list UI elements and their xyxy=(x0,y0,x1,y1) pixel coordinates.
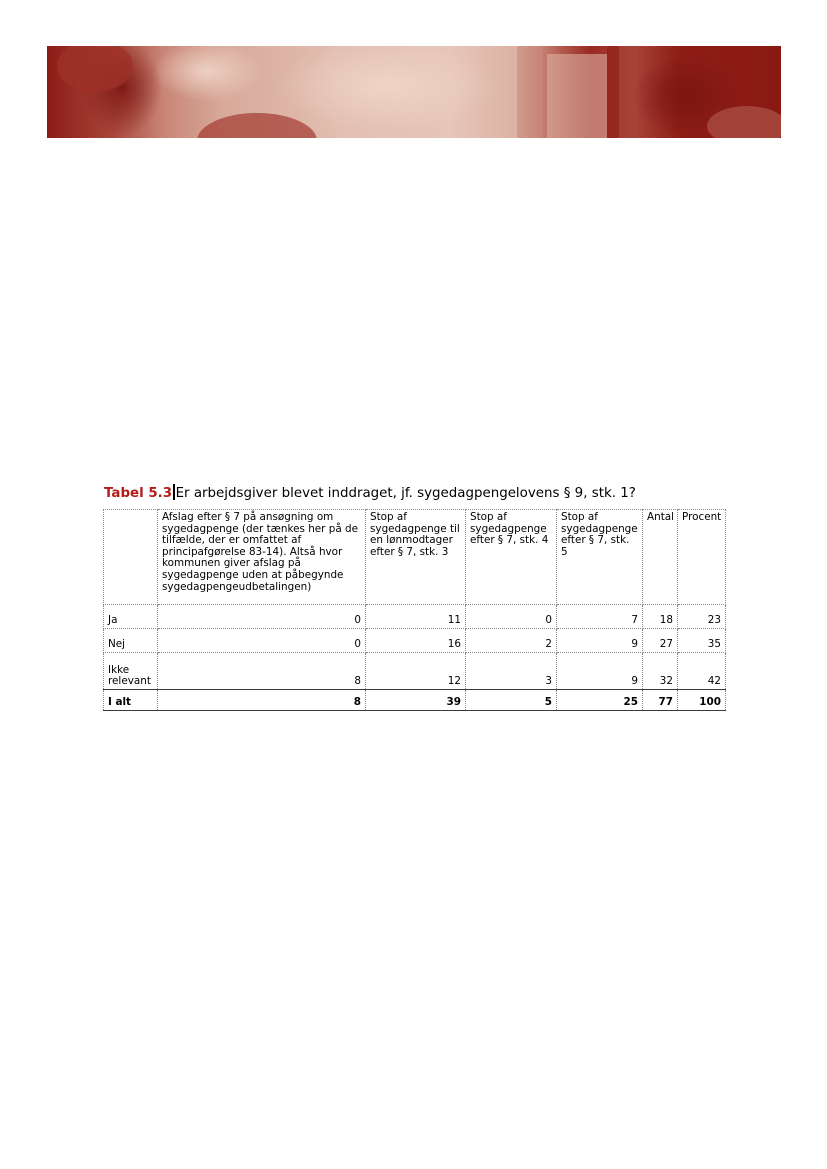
row-label: Ikke relevant xyxy=(104,653,158,690)
table-cell: 100 xyxy=(678,690,726,711)
header-cell-stop-stk5: Stop af sygedagpenge efter § 7, stk. 5 xyxy=(557,510,643,605)
header-cell-stop-stk3: Stop af sygedagpenge til en lønmodtager efter § 7, stk. 3 xyxy=(366,510,466,605)
table-cell: 25 xyxy=(557,690,643,711)
row-label: Ja xyxy=(104,605,158,629)
table-cell: 7 xyxy=(557,605,643,629)
table-title-text: Er arbejdsgiver blevet inddraget, jf. sygedagpengelovens § 9, stk. 1? xyxy=(175,486,636,501)
table-cell: 27 xyxy=(643,629,678,653)
header-banner-photo xyxy=(47,46,781,138)
table-cell: 0 xyxy=(158,605,366,629)
table-cell: 8 xyxy=(158,653,366,690)
table-cell: 9 xyxy=(557,653,643,690)
table-cell: 35 xyxy=(678,629,726,653)
table-caption xyxy=(104,484,636,503)
table-cell: 32 xyxy=(643,653,678,690)
table-cell: 77 xyxy=(643,690,678,711)
header-cell-stop-stk4: Stop af sygedagpenge efter § 7, stk. 4 xyxy=(466,510,557,605)
row-label: I alt xyxy=(104,690,158,711)
table-row xyxy=(104,605,726,629)
header-cell-procent: Procent xyxy=(678,510,726,605)
header-cell-empty xyxy=(104,510,158,605)
table-row xyxy=(104,653,726,690)
header-cell-afslag: Afslag efter § 7 på ansøgning om sygedagpenge (der tænkes her på de tilfælde, der er omfattet af principafgørelse 83-14). Altså hvor kommunen giver afslag på sygedagpenge uden at påbegynde sygedagpengeudbetalingen) xyxy=(158,510,366,605)
table-cell: 12 xyxy=(366,653,466,690)
table-cell: 16 xyxy=(366,629,466,653)
table-cell: 0 xyxy=(158,629,366,653)
header-cell-antal: Antal xyxy=(643,510,678,605)
table-cell: 11 xyxy=(366,605,466,629)
table-cell: 9 xyxy=(557,629,643,653)
table-cell: 42 xyxy=(678,653,726,690)
table-cell: 23 xyxy=(678,605,726,629)
table-cell: 3 xyxy=(466,653,557,690)
banner-photo-image xyxy=(47,46,781,138)
table-label: Tabel 5.3 xyxy=(104,486,173,501)
text-cursor xyxy=(173,484,175,500)
data-table xyxy=(103,509,726,711)
table-cell: 18 xyxy=(643,605,678,629)
table-cell: 0 xyxy=(466,605,557,629)
table-cell: 5 xyxy=(466,690,557,711)
table-cell: 2 xyxy=(466,629,557,653)
table-cell: 39 xyxy=(366,690,466,711)
table-cell: 8 xyxy=(158,690,366,711)
table-header-row xyxy=(104,510,726,605)
table-row xyxy=(104,629,726,653)
table-total-row xyxy=(104,690,726,711)
row-label: Nej xyxy=(104,629,158,653)
